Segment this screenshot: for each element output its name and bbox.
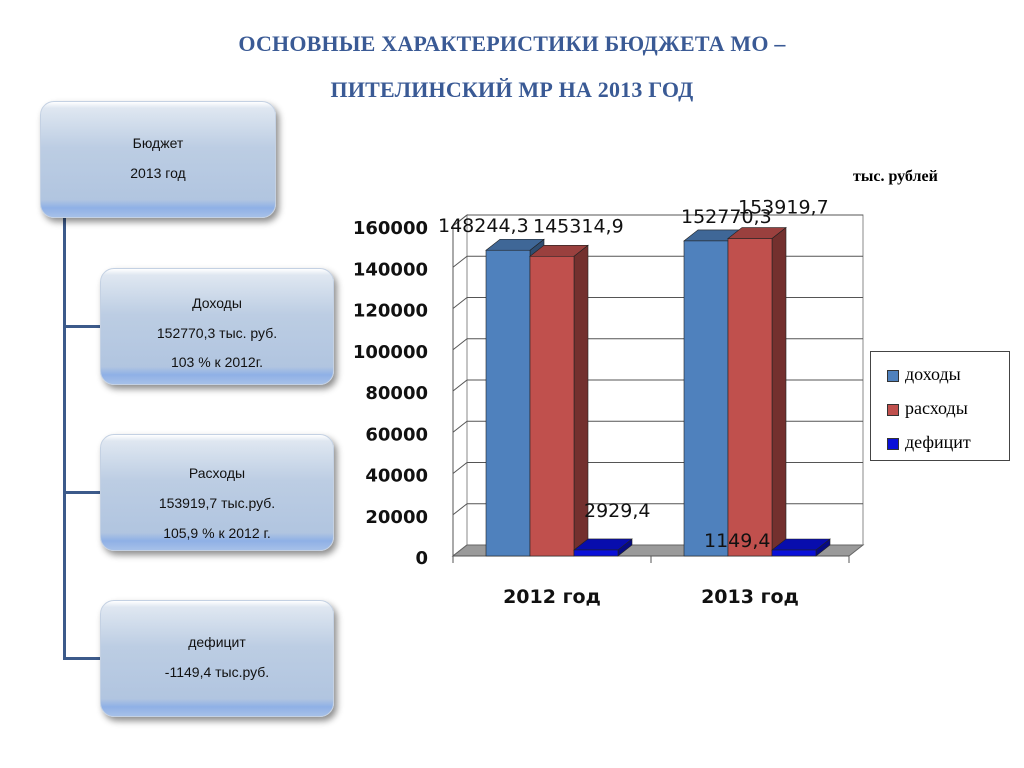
y-tick-label: 120000 bbox=[352, 300, 428, 322]
data-label: 1149,4 bbox=[704, 530, 771, 552]
y-tick-label: 160000 bbox=[352, 218, 428, 239]
y-tick-label: 100000 bbox=[352, 341, 428, 363]
page-title-line-1: ОСНОВНЫЕ ХАРАКТЕРИСТИКИ БЮДЖЕТА МО – bbox=[238, 31, 786, 56]
data-label: 148244,3 bbox=[438, 215, 529, 238]
legend-swatch-income bbox=[887, 370, 899, 382]
bar bbox=[772, 550, 816, 556]
income-box-amount: 152770,3 тыс. руб. bbox=[156, 325, 278, 341]
expenses-box-amount: 153919,7 тыс.руб. bbox=[158, 495, 276, 511]
legend-item-deficit bbox=[887, 432, 971, 452]
deficit-box-amount: -1149,4 тыс.руб. bbox=[164, 664, 270, 680]
data-label: 145314,9 bbox=[533, 215, 624, 238]
budget-box-year: 2013 год bbox=[130, 165, 186, 181]
chart-unit-label: тыс. рублей bbox=[853, 168, 938, 185]
bar bbox=[574, 550, 618, 556]
legend-item-expenses bbox=[887, 398, 968, 418]
x-tick-label: 2012 год bbox=[503, 586, 601, 608]
legend-swatch-expenses bbox=[887, 404, 899, 416]
y-tick-label: 20000 bbox=[365, 506, 428, 528]
x-tick-label: 2013 год bbox=[701, 586, 799, 608]
y-tick-label: 40000 bbox=[365, 465, 428, 487]
legend-label-income: доходы bbox=[905, 364, 961, 384]
data-label: 153919,7 bbox=[738, 196, 829, 219]
y-tick-label: 80000 bbox=[365, 383, 428, 404]
bar bbox=[530, 256, 574, 556]
y-tick-label: 60000 bbox=[365, 424, 428, 446]
expenses-box-title: Расходы bbox=[188, 465, 246, 481]
y-tick-label: 0 bbox=[415, 548, 428, 569]
legend-item-income bbox=[887, 364, 961, 384]
bar-side bbox=[772, 228, 786, 556]
expenses-box-percent: 105,9 % к 2012 г. bbox=[163, 525, 271, 541]
income-box-percent: 103 % к 2012г. bbox=[170, 354, 264, 370]
bar bbox=[684, 241, 728, 556]
bar bbox=[728, 239, 772, 556]
data-label: 2929,4 bbox=[584, 499, 651, 522]
legend-swatch-deficit bbox=[887, 438, 899, 450]
income-box-title: Доходы bbox=[192, 295, 242, 311]
chart-legend bbox=[870, 351, 1010, 461]
y-tick-label: 140000 bbox=[352, 259, 428, 281]
data-label: 152770,3 bbox=[681, 205, 772, 228]
page-title-line-2: ПИТЕЛИНСКИЙ МР НА 2013 ГОД bbox=[330, 77, 694, 102]
legend-label-expenses: расходы bbox=[905, 398, 968, 418]
legend-label-deficit: дефицит bbox=[905, 432, 971, 452]
budget-box-title: Бюджет bbox=[132, 135, 184, 151]
bar bbox=[486, 250, 530, 556]
deficit-box-title: дефицит bbox=[188, 634, 246, 650]
